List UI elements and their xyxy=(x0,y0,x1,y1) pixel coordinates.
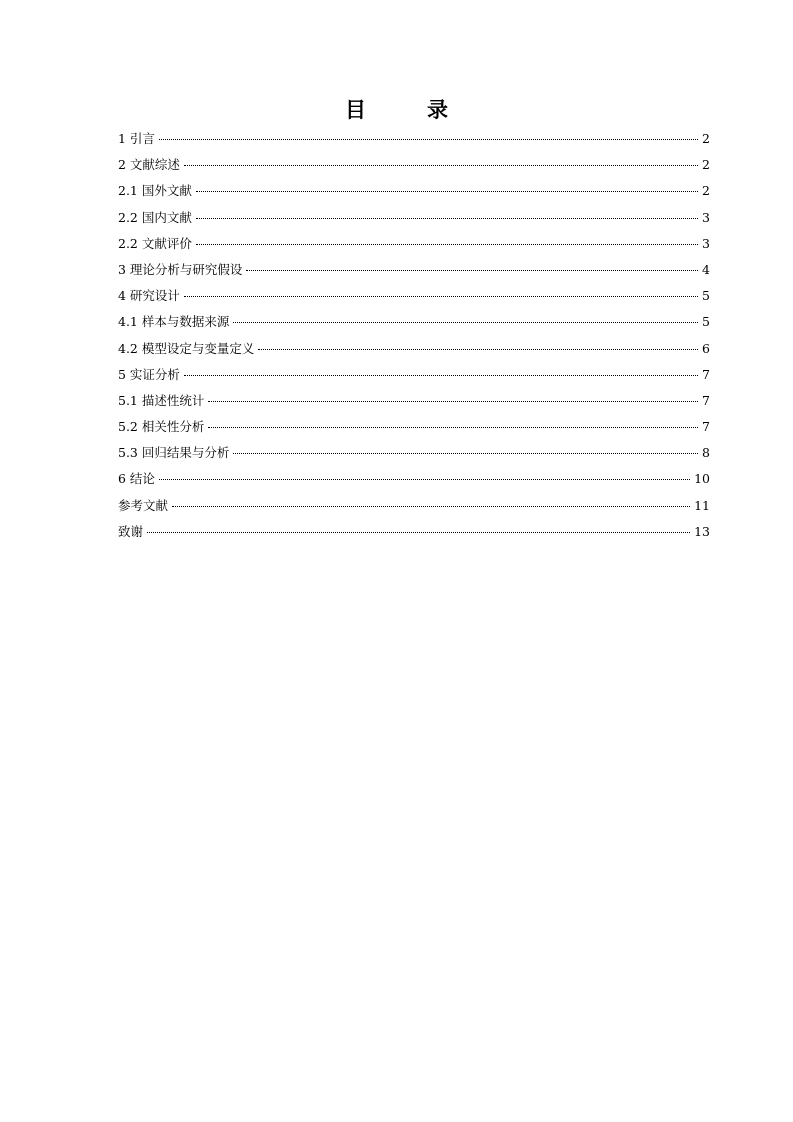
toc-entry-page: 7 xyxy=(702,392,710,408)
toc-entry-label: 5.3 回归结果与分析 xyxy=(118,445,230,461)
toc-entry[interactable] xyxy=(118,257,710,283)
toc-entry-page: 10 xyxy=(694,471,710,487)
toc-entry-label: 4.1 样本与数据来源 xyxy=(118,314,230,330)
toc-entry-label: 2 文献综述 xyxy=(118,157,180,173)
toc-dot-leader xyxy=(196,191,698,192)
toc-dot-leader xyxy=(184,375,698,376)
toc-entry[interactable] xyxy=(118,414,710,440)
toc-entry[interactable] xyxy=(118,362,710,388)
toc-dot-leader xyxy=(246,270,698,271)
toc-dot-leader xyxy=(184,296,698,297)
toc-entry-label: 4.2 模型设定与变量定义 xyxy=(118,340,255,356)
toc-entry-label: 3 理论分析与研究假设 xyxy=(118,261,243,277)
toc-entry-page: 11 xyxy=(694,497,710,513)
toc-entry[interactable] xyxy=(118,493,710,519)
toc-entry-page: 7 xyxy=(702,419,710,435)
toc-entry[interactable] xyxy=(118,178,710,204)
toc-entry-page: 2 xyxy=(702,131,710,146)
toc-entry-page: 5 xyxy=(702,288,710,304)
table-of-contents xyxy=(118,126,710,545)
toc-entry-page: 6 xyxy=(702,340,710,356)
toc-entry[interactable] xyxy=(118,336,710,362)
toc-entry-label: 5 实证分析 xyxy=(118,366,180,382)
toc-entry-page: 8 xyxy=(702,445,710,461)
toc-entry-page: 7 xyxy=(702,366,710,382)
toc-title: 目 录 xyxy=(345,97,468,122)
toc-entry-page: 5 xyxy=(702,314,710,330)
toc-dot-leader xyxy=(159,479,690,480)
toc-entry[interactable] xyxy=(118,126,710,152)
toc-dot-leader xyxy=(208,427,698,428)
toc-entry-label: 5.1 描述性统计 xyxy=(118,392,205,408)
toc-entry[interactable] xyxy=(118,152,710,178)
toc-entry-page: 2 xyxy=(702,183,710,199)
toc-entry[interactable] xyxy=(118,309,710,335)
toc-entry-label: 参考文献 xyxy=(118,497,169,513)
toc-entry-label: 4 研究设计 xyxy=(118,288,180,304)
toc-entry-page: 13 xyxy=(694,523,710,539)
toc-entry-page: 4 xyxy=(702,261,710,277)
toc-entry-page: 3 xyxy=(702,235,710,251)
toc-dot-leader xyxy=(147,532,690,533)
toc-entry[interactable] xyxy=(118,519,710,545)
toc-dot-leader xyxy=(184,165,698,166)
toc-dot-leader xyxy=(159,139,698,140)
toc-entry[interactable] xyxy=(118,388,710,414)
toc-entry-page: 3 xyxy=(702,209,710,225)
toc-entry[interactable] xyxy=(118,205,710,231)
toc-entry-label: 5.2 相关性分析 xyxy=(118,419,205,435)
toc-entry-label: 6 结论 xyxy=(118,471,155,487)
toc-entry-page: 2 xyxy=(702,157,710,173)
toc-entry-label: 致谢 xyxy=(118,523,144,539)
toc-dot-leader xyxy=(233,322,698,323)
toc-dot-leader xyxy=(208,401,698,402)
toc-entry-label: 2.2 国内文献 xyxy=(118,209,192,225)
toc-dot-leader xyxy=(233,453,698,454)
toc-entry[interactable] xyxy=(118,440,710,466)
toc-dot-leader xyxy=(196,244,698,245)
toc-entry-label: 1 引言 xyxy=(118,131,155,146)
toc-dot-leader xyxy=(258,349,698,350)
toc-entry-label: 2.2 文献评价 xyxy=(118,235,192,251)
toc-entry-label: 2.1 国外文献 xyxy=(118,183,192,199)
toc-entry[interactable] xyxy=(118,231,710,257)
toc-dot-leader xyxy=(196,218,698,219)
toc-dot-leader xyxy=(172,506,690,507)
toc-entry[interactable] xyxy=(118,466,710,492)
toc-entry[interactable] xyxy=(118,283,710,309)
